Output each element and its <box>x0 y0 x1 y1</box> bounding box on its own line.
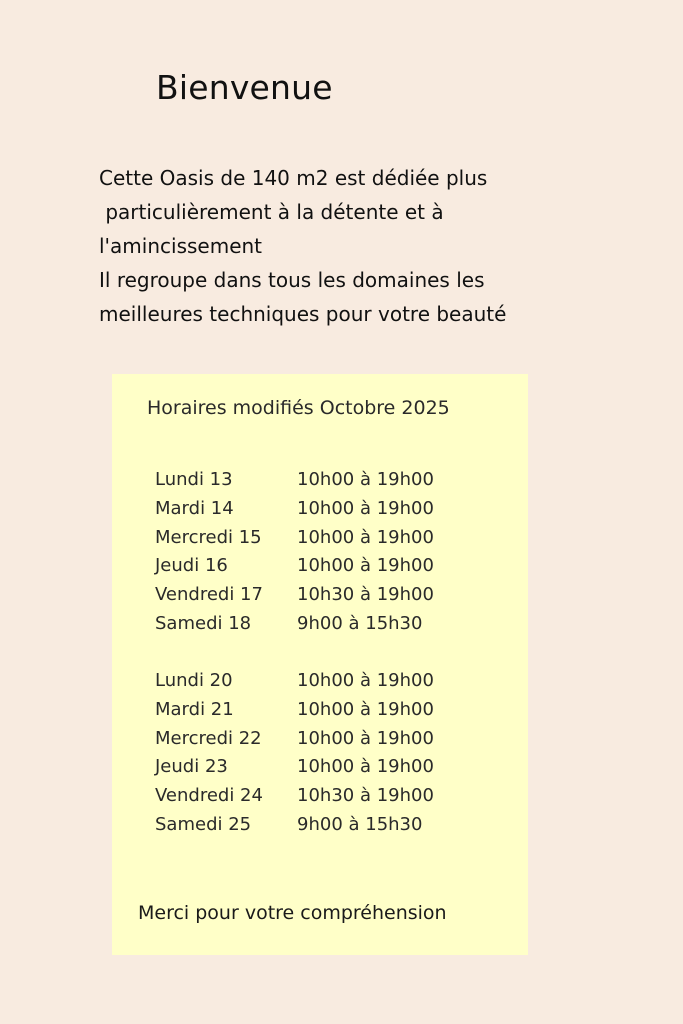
schedule-hours: 10h00 à 19h00 <box>297 469 434 490</box>
schedule-hours: 9h00 à 15h30 <box>297 813 423 835</box>
intro-line: particulièrement à la détente et à <box>99 200 444 224</box>
schedule-hours: 10h00 à 19h00 <box>297 698 434 720</box>
schedule-day: Mardi 21 <box>155 698 234 720</box>
schedule-day: Mercredi 22 <box>155 727 262 749</box>
schedule-day: Samedi 18 <box>155 612 252 634</box>
schedule-day: Mardi 14 <box>155 497 234 519</box>
schedule-hours: 10h00 à 19h00 <box>297 670 434 691</box>
schedule-hours: 10h00 à 19h00 <box>297 756 434 778</box>
opening-hours-note <box>112 374 528 955</box>
schedule-hours: 10h00 à 19h00 <box>297 526 434 548</box>
intro-text <box>99 161 569 331</box>
thank-you-message: Merci pour votre compréhension <box>138 902 447 924</box>
schedule-day: Samedi 25 <box>155 813 252 835</box>
schedule-hours: 10h00 à 19h00 <box>297 727 434 749</box>
schedule-hours: 10h00 à 19h00 <box>297 555 434 577</box>
schedule-day: Vendredi 17 <box>155 584 263 606</box>
schedule-hours: 10h30 à 19h00 <box>297 785 434 807</box>
schedule-day: Lundi 20 <box>155 670 233 691</box>
schedule-hours: 10h00 à 19h00 <box>297 497 434 519</box>
schedule-day: Lundi 13 <box>155 469 233 490</box>
schedule-day: Mercredi 15 <box>155 526 262 548</box>
schedule-hours: 10h30 à 19h00 <box>297 584 434 606</box>
schedule-hours: 9h00 à 15h30 <box>297 612 423 634</box>
opening-hours-title: Horaires modifiés Octobre 2025 <box>147 397 450 419</box>
intro-line: meilleures techniques pour votre beauté <box>99 302 507 326</box>
intro-line: Cette Oasis de 140 m2 est dédiée plus <box>99 166 488 190</box>
page-title: Bienvenue <box>156 68 333 107</box>
schedule-day: Jeudi 23 <box>155 756 228 778</box>
schedule-day: Vendredi 24 <box>155 785 263 807</box>
intro-line: Il regroupe dans tous les domaines les <box>99 268 485 292</box>
schedule-day: Jeudi 16 <box>155 555 228 577</box>
intro-line: l'amincissement <box>99 234 263 258</box>
